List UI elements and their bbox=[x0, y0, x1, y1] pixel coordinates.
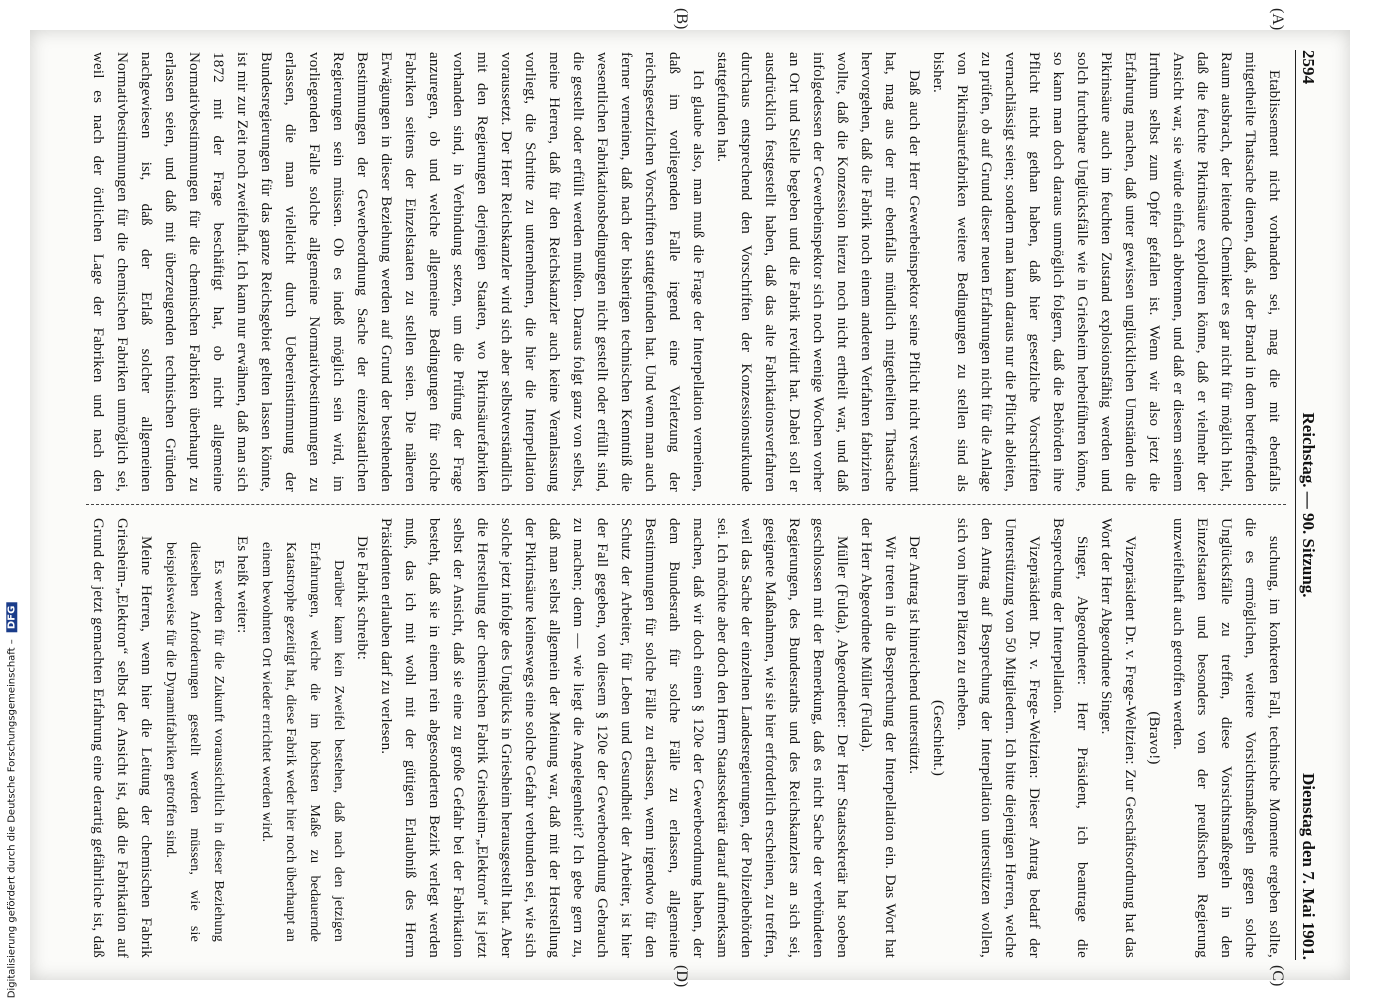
rotated-page bbox=[80, 8, 1330, 988]
paragraph: Müller (Fulda), Abgeordneter: Der Herr Staatssekretär hat soeben geschlossen mit der Bemerkung, daß es nicht Sache der verbündeten Regierungen, des Bundesraths und des Reichskanzlers an sich sei, geeignete Maßnahmen, wie sie hier erforderlich erscheinen, zu treffen, weil das Sache der einzelnen Landesregierungen, der Polizeibehörden sei. Ich möchte aber doch den Herrn Staatssekretär darauf aufmerksam machen, daß wir doch einen § 120e der Gewerbeordnung haben, der dem Bundesrath für solche Fälle zu erlassen, allgemeine Bestimmungen für solche Fälle zu erlassen, wenn irgendwo für den Schutz der Arbeiter, für Leben und Gesundheit der Arbeiter, ist hier der Fall gegeben, von diesem § 120e der Gewerbeordnung Gebrauch zu machen; denn — wie liegt die Angelegenheit? Ich gebe gern zu, daß man selbst allgemein der Meinung war, daß mit der Herstellung der Pikrinsäure keineswegs eine solche Gefahr verbunden sei, wie sich solche jetzt infolge des Unglücks in Griesheim herausgestellt hat. Aber die Herstellung der chemischen Fabrik Griesheim-„Elektron“ ist jetzt selbst der Ansicht, daß sie eine zu große Gefahr bei der Fabrikation besteht, daß sie in einem rein abgesonderten Bezirk verlegt werden muß, das ich mit wohl mit der gütigen Erlaubniß des Herrn Präsidenten erlauben darf zu verlesen. bbox=[378, 518, 850, 958]
left-column bbox=[86, 52, 1286, 492]
column-divider bbox=[86, 504, 1286, 505]
quotation: Darüber kann kein Zweifel bestehen, daß nach den jetzigen Erfahrungen, welche die im höchsten Maße zu bedauernde Katastrophe gezeitigt hat, diese Fabrik weder hier noch überhaupt an einem bewohnten Ort wieder errichtet werden wird. bbox=[259, 542, 346, 942]
paragraph: Wir treten in die Besprechung der Interpellation ein. Das Wort hat der Herr Abgeordnete Müller (Fulda). bbox=[858, 518, 898, 958]
footer-text: Digitalisierung gefördert durch die Deutsche Forschungsgemeinschaft – bbox=[6, 638, 18, 998]
page-number: 2594 bbox=[1299, 50, 1318, 84]
paragraph: Der Antrag ist hinreichend unterstützt. bbox=[906, 536, 922, 775]
digitization-footer bbox=[0, 600, 24, 1000]
page-title: Reichstag. — 90. Sitzung. bbox=[1299, 412, 1318, 598]
paragraph: Ich glaube also, man muß die Frage der Interpellation verneinen, daß im vorliegenden Falle irgend eine Verletzung der reichsgesetzlichen Vorschriften stattgefunden hat. Und wenn man auch ferner verneinen, daß nach der bisherigen technischen Kenntniß die wesentlichen Fabrikationsbedingungen nicht gestellt oder erfüllt sind, die gestellt oder erfüllt werden mußten. Daraus folgt ganz von selbst, meine Herren, daß für den Reichskanzler auch keine Veranlassung vorliegt, die Schritte zu unternehmen, die hier die Interpellation voraussetzt. Der Herr Reichskanzler wird sich aber selbstverständlich mit den Regierungen derjenigen Staaten, wo Pikrinsäurefabriken vorhanden sind, in Verbindung setzen, um die Prüfung der Frage anzuregen, ob und welche allgemeine Bedingungen für solche Fabriken seitens der Einzelstaaten zu stellen seien. Die näheren Erwägungen in dieser Beziehung werden auf Grund der bestehenden Bestimmungen der Gewerbeordnung Sache der einzelstaatlichen Regierungen sein müssen. Ob es indeß möglich sein wird, im vorliegenden Falle solche allgemeine Normativbestimmungen zu erlassen, die man vielleicht durch Uebereinstimmung der Bundesregierungen für das ganze Reichsgebiet gelten lassen könnte, ist mir zur Zeit noch zweifelhaft. Ich kann nur erwähnen, daß man sich 1872 mit der Frage beschäftigt hat, ob nicht allgemeine Normativbestimmungen für die chemischen Fabriken überhaupt zu erlassen seien, und daß mit überzeugenden technischen Gründen nachgewiesen ist, daß der Erlaß solcher allgemeinen Normativbestimmungen für die chemischen Fabriken unmöglich sei, weil es nach der örtlichen Lage der Fabriken und nach den bbox=[90, 52, 706, 492]
paragraph: Vizepräsident Dr. v. Frege-Weltzien: Dieser Antrag bedarf der Unterstützung von 50 Mitgliedern. Ich bitte diejenigen Herren, welche den Antrag auf Besprechung der Interpellation unterstützen wollen, sich von ihren Plätzen zu erheben. bbox=[954, 518, 1042, 958]
running-head bbox=[1295, 50, 1318, 960]
right-column bbox=[86, 518, 1286, 958]
paragraph: Singer, Abgeordneter: Herr Präsident, ich beantrage die Besprechung der Interpellation. bbox=[1050, 518, 1090, 958]
margin-letter-a: (A) bbox=[1269, 8, 1286, 31]
paragraph: suchung, im konkreten Fall, technische Momente ergeben sollte, die es ermöglichen, weitere Vorsichtsmaßregeln gegen solche Unglücksfälle zu treffen, diese Vorsichtsmaßregeln in den Einzelstaaten und besonders von der preußischen Regierung unzweifelhaft auch getroffen werden. bbox=[1170, 518, 1282, 958]
paragraph: Die Fabrik schreibt: bbox=[354, 536, 370, 660]
quotation: Es werden für die Zukunft voraussichtlich in dieser Beziehung dieselben Anforderungen gestellt werden müssen, wie sie beispielsweise für die Dynamitfabriken getroffen sind. bbox=[163, 542, 226, 942]
interjection: (Bravo!) bbox=[1146, 711, 1162, 765]
dfg-logo: DFG bbox=[7, 602, 18, 631]
paragraph: Vizepräsident Dr. v. Frege-Weltzien: Zur Geschäftsordnung hat das Wort der Herr Abgeordnete Singer. bbox=[1098, 518, 1138, 958]
paragraph: Meine Herren, wenn hier die Leitung der chemischen Fabrik Griesheim-„Elektron“ selbst der Ansicht ist, daß die Fabrikation auf Grund der jetzt gemachten Erfahrung eine derartig gefährliche ist, daß bbox=[90, 518, 154, 958]
paragraph: Daß auch der Herr Gewerbeinspektor seine Pflicht nicht versäumt hat, mag aus der mir ebenfalls mündlich mitgetheilten Thatsache hervorgehen, daß die Fabrik noch einem anderen Verfahren fabriziren wollte, daß die Konzession hierzu noch nicht ertheilt war, und daß infolgedessen der Gewerbeinspektor sich noch wenige Wochen vorher an Ort und Stelle begeben und die Fabrik revidirt hat. Dabei soll er ausdrücklich festgestellt haben, daß das alte Fabrikationsverfahren durchaus entsprechend den Vorschriften der Konzessionsurkunde stattgefunden hat. bbox=[714, 52, 922, 492]
footer-text-wrap bbox=[7, 602, 18, 998]
paragraph: Es heißt weiter: bbox=[234, 536, 250, 634]
margin-letter-d: (D) bbox=[673, 965, 690, 988]
session-date: Dienstag den 7. Mai 1901. bbox=[1299, 773, 1318, 960]
paragraph: Etablissement nicht vorhanden sei, mag die mit ebenfalls mitgetheilte Thatsache dienen, daß, als der Brand in dem betreffenden Raum ausbrach, der leitende Chemiker es gar nicht für möglich hielt, daß die feuchte Pikrinsäure explodiren könne, daß er vielmehr der Ansicht war, sie würde einfach abbrennen, und daß er diesem seinem Irrthum selbst zum Opfer gefallen ist. Wenn wir also jetzt die Erfahrung machen, daß unter gewissen unglücklichen Umständen die Pikrinsäure auch im feuchten Zustand explosionsfähig werden und solch furchtbare Unglücksfälle wie in Griesheim herbeiführen könne, so kann man doch daraus unmöglich folgern, daß die Behörden ihre Pflicht nicht gethan haben, daß hier gesetzliche Vorschriften vernachlässigt seien; sondern man kann daraus nur die Pflicht ableiten, zu prüfen, ob auf Grund dieser neuen Erfahrungen nicht für die Anlage von Pikrinsäurefabriken weitere Bedingungen zu stellen sind als bisher. bbox=[930, 52, 1282, 492]
margin-letter-b: (B) bbox=[673, 8, 690, 30]
interjection: (Geschieht.) bbox=[930, 699, 946, 777]
margin-letter-c: (C) bbox=[1269, 965, 1286, 987]
